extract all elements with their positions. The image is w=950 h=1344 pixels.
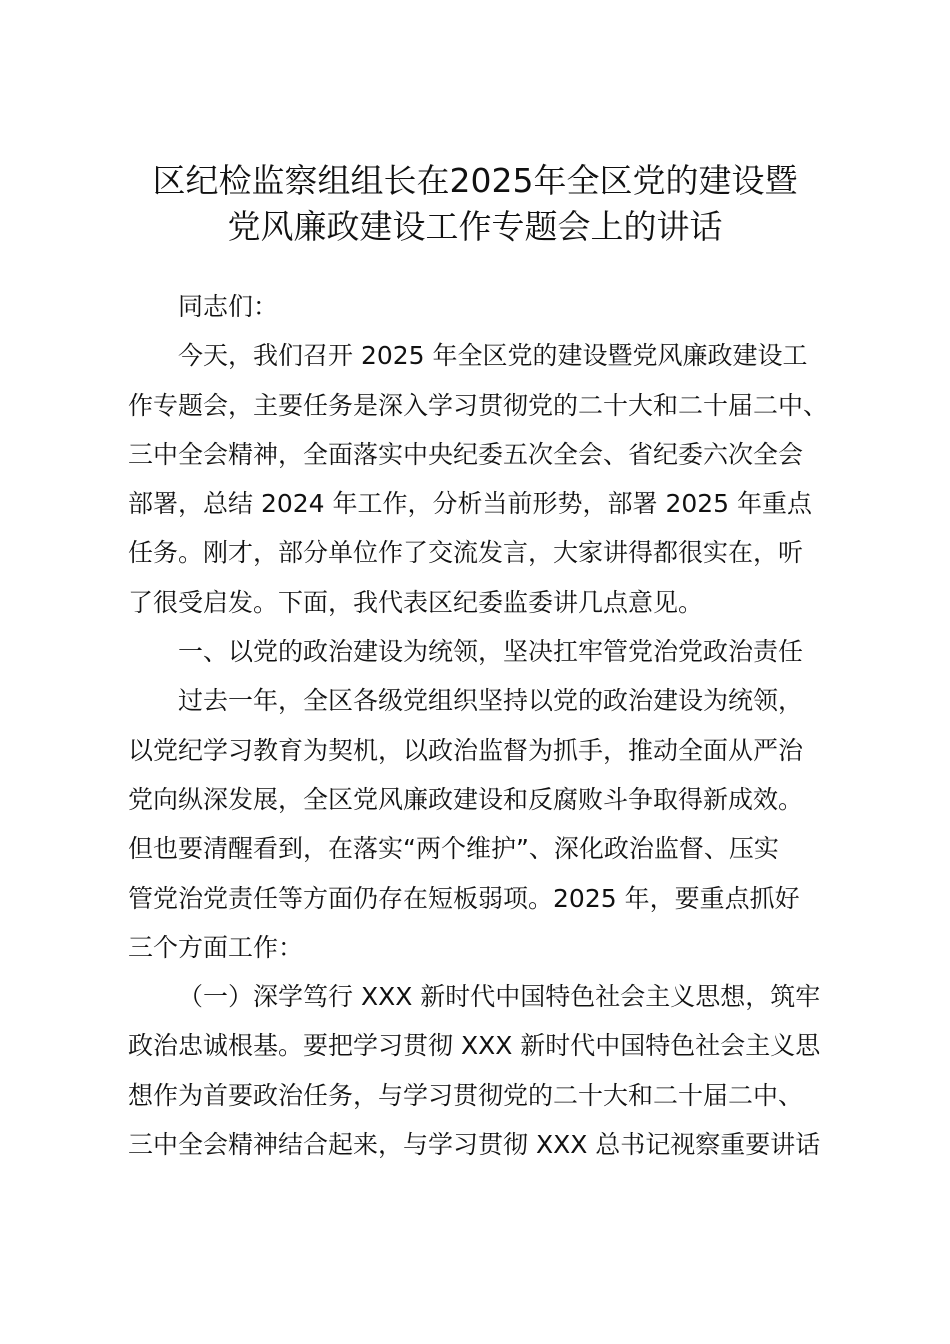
subsection-line: （一）深学笃行 XXX 新时代中国特色社会主义思想，筑牢: [178, 982, 821, 1012]
paragraph-line: 三中全会精神结合起来，与学习贯彻 XXX 总书记视察重要讲话: [128, 1130, 821, 1160]
paragraph-line: 任务。刚才，部分单位作了交流发言，大家讲得都很实在，听: [128, 538, 804, 568]
paragraph-line: 部署，总结 2024 年工作，分析当前形势，部署 2025 年重点: [128, 489, 813, 519]
paragraph-line: 今天，我们召开 2025 年全区党的建设暨党风廉政建设工: [178, 341, 808, 371]
paragraph-line: 作专题会，主要任务是深入学习贯彻党的二十大和二十届二中、: [128, 390, 829, 420]
title-line-2: 党风廉政建设工作专题会上的讲话: [227, 207, 723, 246]
paragraph-line: 想作为首要政治任务，与学习贯彻党的二十大和二十届二中、: [128, 1080, 804, 1110]
document-title: [120, 158, 830, 250]
paragraph-line: 三中全会精神，全面落实中央纪委五次全会、省纪委六次全会: [128, 439, 804, 469]
paragraph-line: 但也要清醒看到，在落实“两个维护”、深化政治监督、压实: [128, 834, 779, 864]
document-body: [128, 282, 834, 1169]
salutation: 同志们：: [178, 292, 279, 321]
paragraph-line: 三个方面工作：: [128, 932, 304, 962]
paragraph-line: 党向纵深发展，全区党风廉政建设和反腐败斗争取得新成效。: [128, 784, 804, 814]
paragraph-line: 管党治党责任等方面仍存在短板弱项。2025 年，要重点抓好: [128, 883, 800, 913]
paragraph-line: 以党纪学习教育为契机，以政治监督为抓手，推动全面从严治: [128, 735, 804, 765]
paragraph-line: 过去一年，全区各级党组织坚持以党的政治建设为统领，: [178, 686, 804, 716]
paragraph-line: 了很受启发。下面，我代表区纪委监委讲几点意见。: [128, 587, 704, 617]
section-heading: 一、以党的政治建设为统领，坚决扛牢管党治党政治责任: [178, 637, 804, 667]
title-line-1: 区纪检监察组组长在2025年全区党的建设暨: [152, 161, 798, 200]
paragraph-line: 政治忠诚根基。要把学习贯彻 XXX 新时代中国特色社会主义思: [128, 1031, 821, 1061]
